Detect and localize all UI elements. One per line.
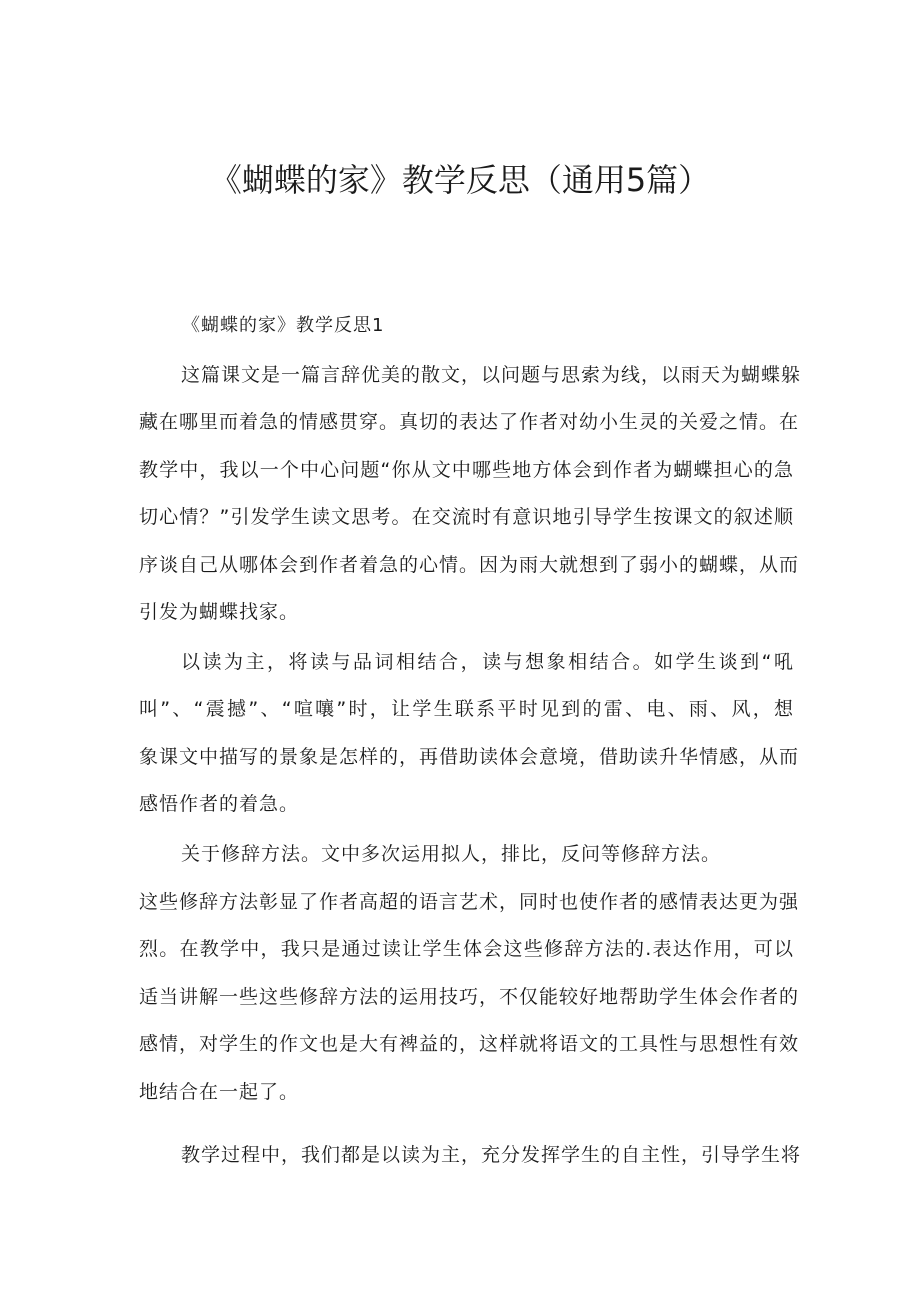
paragraph-1 (139, 352, 802, 636)
paragraph-line: 教学过程中，我们都是以读为主，充分发挥学生的自主性，引导学生将 (181, 1144, 802, 1166)
paragraph-line: 地结合在一起了。 (139, 1080, 300, 1103)
paragraph-line: 象课文中描写的景象是怎样的，再借助读体会意境，借助读升华情感，从而 (139, 745, 800, 768)
paragraph-4 (139, 1132, 802, 1179)
paragraph-line: 切心情？”引发学生读文思考。在交流时有意识地引导学生按课文的叙述顺 (139, 506, 794, 529)
paragraph-line: 引发为蝴蝶找家。 (139, 601, 300, 624)
document-title: 《蝴蝶的家》教学反思（通用5篇） (209, 161, 711, 199)
paragraph-line: 关于修辞方法。文中多次运用拟人，排比，反问等修辞方法。 (181, 843, 722, 865)
paragraph-line: 以读为主，将读与品词相结合，读与想象相结合。如学生谈到“吼 (181, 651, 794, 673)
section-heading: 《蝴蝶的家》教学反思1 (182, 315, 385, 336)
paragraph-line: 叫”、“震撼”、“喧嚷”时，让学生联系平时见到的雷、电、雨、风，想 (139, 698, 794, 721)
paragraph-2 (139, 639, 800, 829)
paragraph-line: 藏在哪里而着急的情感贯穿。真切的表达了作者对幼小生灵的关爱之情。在 (139, 411, 800, 434)
paragraph-line: 这些修辞方法彰显了作者高超的语言艺术，同时也使作者的感情表达更为强 (139, 891, 800, 913)
paragraph-line: 这篇课文是一篇言辞优美的散文，以问题与思索为线，以雨天为蝴蝶躲 (181, 364, 802, 386)
paragraph-line: 烈。在教学中，我只是通过读让学生体会这些修辞方法的.表达作用，可以 (139, 938, 794, 961)
paragraph-line: 感情，对学生的作文也是大有裨益的，这样就将语文的工具性与思想性有效 (139, 1033, 800, 1056)
paragraph-line: 序谈自己从哪体会到作者着急的心情。因为雨大就想到了弱小的蝴蝶，从而 (139, 553, 800, 576)
paragraph-3-lead (139, 831, 794, 878)
paragraph-3 (139, 879, 800, 1116)
paragraph-line: 适当讲解一些这些修辞方法的运用技巧，不仅能较好地帮助学生体会作者的 (139, 985, 800, 1008)
paragraph-line: 感悟作者的着急。 (139, 793, 300, 816)
paragraph-line: 教学中，我以一个中心问题“你从文中哪些地方体会到作者为蝴蝶担心的急 (139, 458, 794, 481)
